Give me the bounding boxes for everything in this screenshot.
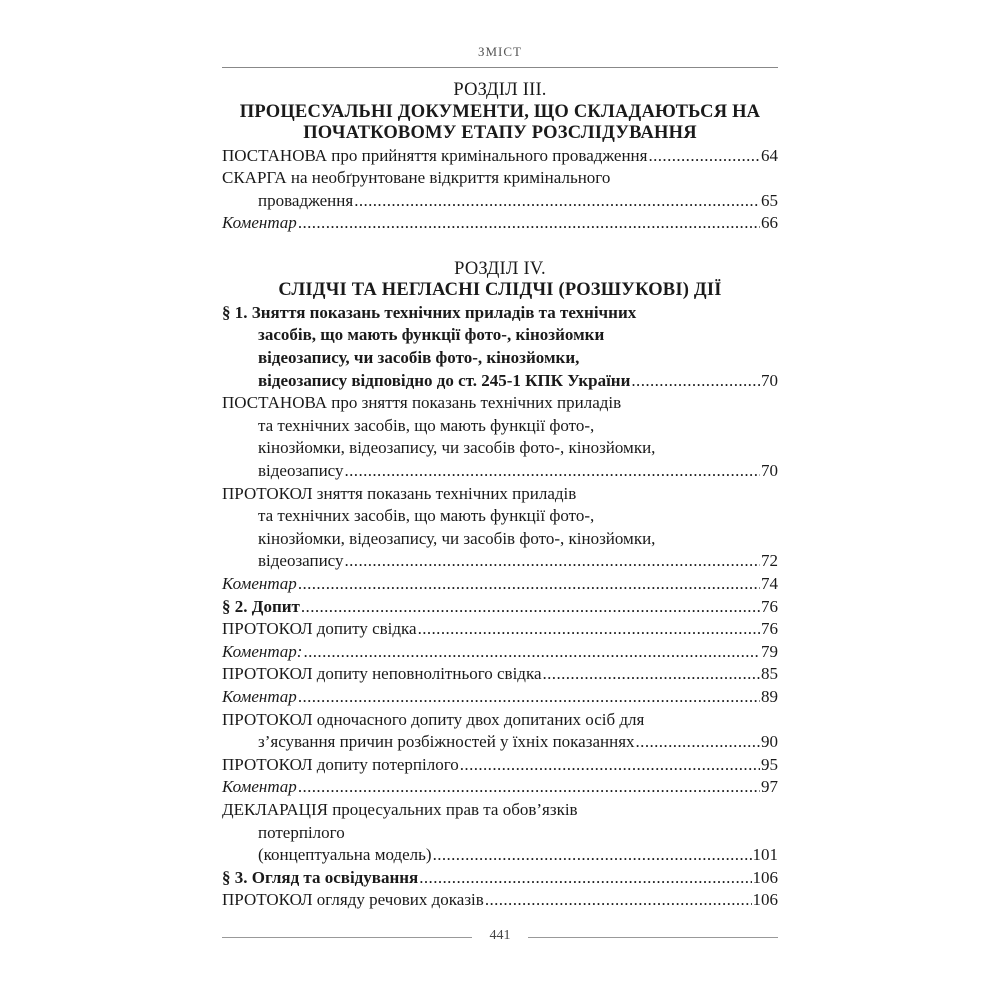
toc-entry (222, 641, 778, 664)
dot-leader (433, 844, 752, 867)
page-footer (222, 928, 778, 948)
toc-page-number: 72 (761, 551, 778, 571)
dot-leader (485, 889, 752, 912)
section-3-title-line-1: ПРОЦЕСУАЛЬНІ ДОКУМЕНТИ, ЩО СКЛАДАЮТЬСЯ НА (239, 101, 761, 122)
toc-entry (222, 212, 778, 235)
toc-entry-line: відеозапису, чи засобів фото-, кінозйомки, (258, 348, 580, 368)
toc-entry-title: ПРОТОКОЛ огляду речових доказів (222, 890, 484, 910)
toc-entry (222, 754, 778, 777)
dot-leader (303, 641, 760, 664)
toc-entry-title: Коментар (222, 686, 297, 706)
toc-entry-line: та технічних засобів, що мають функції фото-, (258, 415, 595, 435)
dot-leader (298, 212, 760, 235)
toc-entry-title: (концептуальна модель) (258, 845, 432, 865)
toc-page-number: 106 (752, 867, 778, 887)
toc-page-number: 65 (761, 190, 778, 210)
toc-paragraph-entry (222, 302, 778, 392)
toc-entry-title: ПРОТОКОЛ допиту свідка (222, 619, 417, 639)
toc-page-number: 64 (761, 145, 778, 165)
toc-entry-line: § 1. Зняття показань технічних приладів та технічних (222, 302, 637, 322)
toc-entry-title: відеозапису відповідно до ст. 245-1 КПК України (258, 370, 631, 390)
toc-entry-line: кінозйомки, відеозапису, чи засобів фото-, кінозйомки, (258, 528, 656, 548)
toc-entry-title: ПРОТОКОЛ допиту потерпілого (222, 754, 459, 774)
toc-entry-line: та технічних засобів, що мають функції фото-, (258, 506, 595, 526)
toc-entry (222, 145, 778, 168)
toc-entry (222, 663, 778, 686)
toc-page-number: 101 (752, 845, 778, 865)
section-3-number: РОЗДІЛ ІІІ. (453, 80, 547, 100)
toc-entry-title: Коментар: (222, 641, 303, 661)
section-4-number: РОЗДІЛ IV. (454, 258, 546, 279)
toc-page-number: 79 (761, 641, 778, 661)
toc-entry-line: ДЕКЛАРАЦІЯ процесуальних прав та обов’язків (222, 799, 578, 819)
toc-entry-title: провадження (258, 190, 354, 210)
toc-entry-line: кінозйомки, відеозапису, чи засобів фото-, кінозйомки, (258, 438, 656, 458)
page-number: 441 (489, 928, 511, 943)
section-3-title-line-2: ПОЧАТКОВОМУ ЕТАПУ РОЗСЛІДУВАННЯ (303, 123, 697, 143)
toc-entry-title: ПОСТАНОВА про прийняття кримінального провадження (222, 145, 648, 165)
toc-entry-line: ПРОТОКОЛ одночасного допиту двох допитаних осіб для (222, 709, 645, 729)
toc-entry-title: § 3. Огляд та освідування (222, 867, 419, 887)
dot-leader (298, 686, 760, 709)
table-of-contents (222, 80, 778, 912)
toc-entry-title: відеозапису (258, 551, 344, 571)
toc-page-number: 89 (761, 686, 778, 706)
toc-entry-title: ПРОТОКОЛ допиту неповнолітнього свідка (222, 664, 542, 684)
toc-entry (222, 776, 778, 799)
toc-paragraph-entry (222, 596, 778, 619)
toc-entry-line: потерпілого (258, 822, 345, 842)
dot-leader (298, 776, 760, 799)
toc-page-number: 95 (761, 754, 778, 774)
section-4-title: СЛІДЧІ ТА НЕГЛАСНІ СЛІДЧІ (РОЗШУКОВІ) ДІЇ (278, 280, 722, 301)
toc-page-number: 106 (752, 890, 778, 910)
toc-entry-title: § 2. Допит (222, 596, 300, 616)
toc-page-number: 97 (761, 777, 778, 797)
toc-paragraph-entry (222, 867, 778, 890)
toc-entry (222, 167, 778, 212)
toc-page-number: 70 (761, 370, 778, 390)
dot-leader (543, 663, 761, 686)
toc-entry-title: з’ясування причин розбіжностей у їхніх показаннях (258, 732, 635, 752)
toc-entry-line: ПРОТОКОЛ зняття показань технічних приладів (222, 483, 577, 503)
toc-page-number: 90 (761, 732, 778, 752)
toc-page-number: 76 (761, 596, 778, 616)
dot-leader (636, 731, 760, 754)
dot-leader (631, 370, 760, 393)
toc-entry-title: Коментар (222, 777, 297, 797)
dot-leader (419, 867, 751, 890)
toc-entry-line: ПОСТАНОВА про зняття показань технічних приладів (222, 393, 622, 413)
toc-page-number: 70 (761, 461, 778, 481)
toc-entry (222, 889, 778, 912)
toc-page-number: 76 (761, 619, 778, 639)
book-page (222, 0, 778, 1000)
toc-entry-title: відеозапису (258, 461, 344, 481)
toc-entry-title: Коментар (222, 213, 297, 233)
dot-leader (460, 754, 760, 777)
toc-entry (222, 686, 778, 709)
dot-leader (345, 460, 761, 483)
toc-entry-title: Коментар (222, 574, 297, 593)
dot-leader (354, 190, 760, 213)
toc-entry (222, 392, 778, 482)
dot-leader (345, 550, 761, 573)
toc-entry (222, 799, 778, 867)
dot-leader (648, 145, 760, 168)
dot-leader (298, 573, 760, 596)
dot-leader (418, 618, 760, 641)
running-title: ЗМІСТ (477, 44, 522, 59)
toc-page-number: 85 (761, 664, 778, 684)
toc-entry (222, 483, 778, 573)
toc-entry (222, 709, 778, 754)
toc-entry (222, 573, 778, 596)
dot-leader (301, 596, 760, 619)
header-rule (222, 67, 778, 68)
toc-entry-line: СКАРГА на необґрунтоване відкриття кримінального (222, 168, 611, 188)
toc-page-number: 74 (761, 574, 778, 593)
toc-page-number: 66 (761, 213, 778, 233)
toc-entry-line: засобів, що мають функції фото-, кінозйомки (258, 325, 605, 345)
toc-entry (222, 618, 778, 641)
